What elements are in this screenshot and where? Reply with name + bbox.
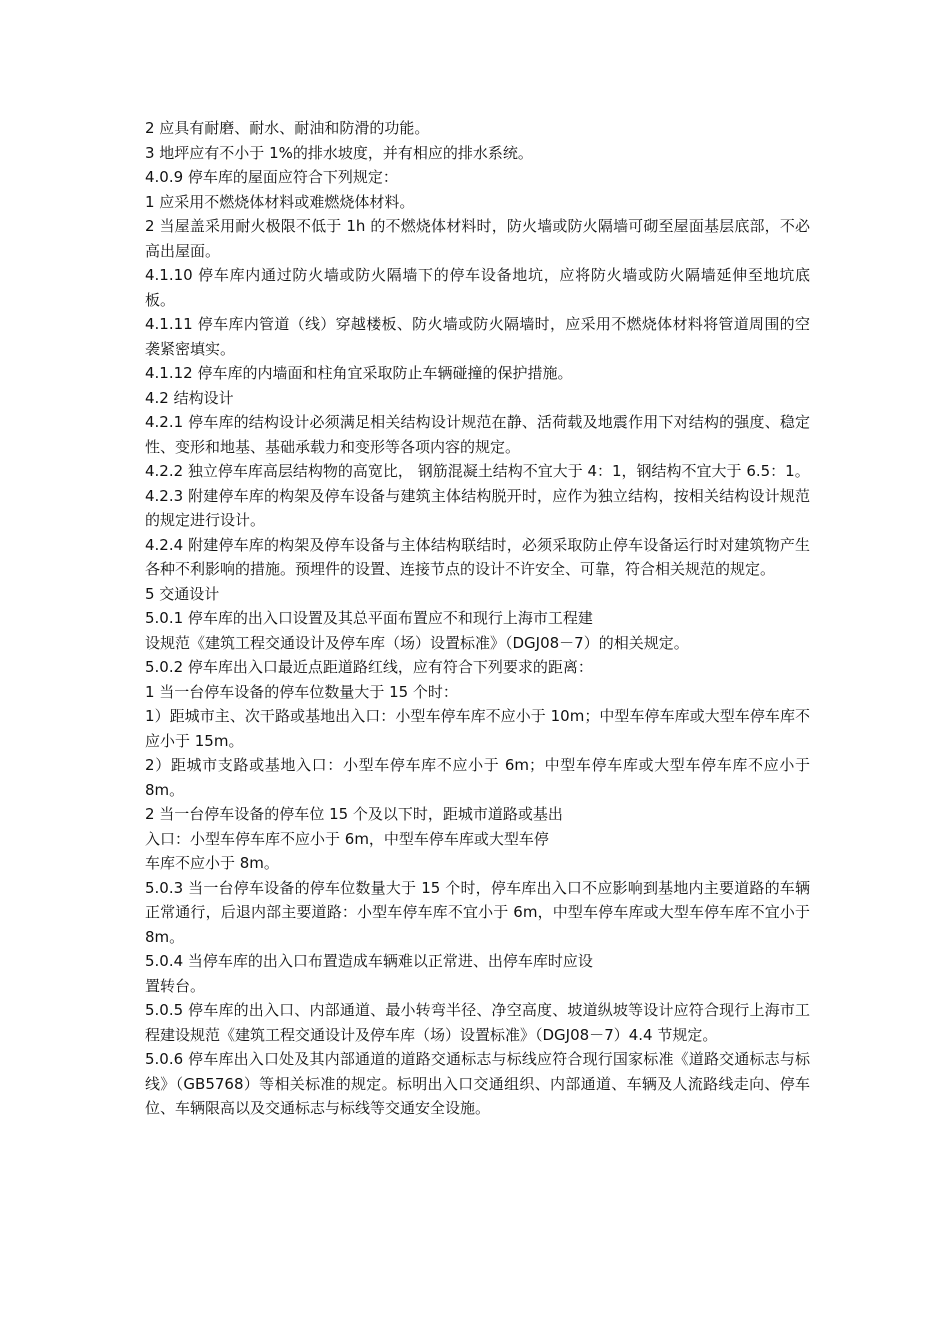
clause-5-0-4-line-1: 5.0.4 当停车库的出入口布置造成车辆难以正常进、出停车库时应设 [145,952,593,970]
clause-4-2-3: 4.2.3 附建停车库的构架及停车设备与建筑主体结构脱开时，应作为独立结构，按相关结构设计规范的规定进行设计。 [145,486,810,529]
clause-4-1-12: 4.1.12 停车库的内墙面和柱角宜采取防止车辆碰撞的保护措施。 [145,364,573,382]
paragraph-2-roof-firewall: 2 当屋盖采用耐火极限不低于 1h 的不燃烧体材料时，防火墙或防火隔墙可砌至屋面基层底部，不必高出屋面。 [145,217,810,260]
clause-5-0-4-line-2: 置转台。 [145,976,206,995]
clause-4-1-10: 4.1.10 停车库内通过防火墙或防火隔墙下的停车设备地坑，应将防火墙或防火隔墙延伸至地坑底板。 [145,266,810,309]
section-heading-4-2: 4.2 结构设计 [145,388,234,407]
clause-4-2-4: 4.2.4 附建停车库的构架及停车设备与主体结构联结时，必须采取防止停车设备运行时对建筑物产生各种不利影响的措施。预埋件的设置、连接节点的设计不许安全、可靠，符合相关规范的规定。 [145,535,810,578]
clause-4-2-1: 4.2.1 停车库的结构设计必须满足相关结构设计规范在静、活荷载及地震作用下对结构的强度、稳定性、变形和地基、基础承载力和变形等各项内容的规定。 [145,413,810,456]
paragraph-2-wear-resistant: 2 应具有耐磨、耐水、耐油和防滑的功能。 [145,119,430,137]
item-2-branch-road-distance: 2）距城市支路或基地入口：小型车停车库不应小于 6m；中型车停车库或大型车停车库不应小于 8m。 [145,756,810,799]
clause-5-0-2: 5.0.2 停车库出入口最近点距道路红线，应有符合下列要求的距离： [145,658,593,676]
clause-5-0-1-line-2: 设规范《建筑工程交通设计及停车库（场）设置标准》（DGJ08－7）的相关规定。 [145,633,689,652]
clause-5-0-1-line-1: 5.0.1 停车库的出入口设置及其总平面布置应不和现行上海市工程建 [145,609,593,627]
clause-5-0-6: 5.0.6 停车库出入口处及其内部通道的道路交通标志与标线应符合现行国家标准《道路交通标志与标线》（GB5768）等相关标准的规定。标明出入口交通组织、内部通道、车辆及人流路线走向、停车位、车辆限高以及交通标志与标线等交通安全设施。 [145,1050,810,1117]
section-heading-5: 5 交通设计 [145,584,220,603]
clause-4-0-9: 4.0.9 停车库的屋面应符合下列规定： [145,168,398,186]
clause-5-0-5: 5.0.5 停车库的出入口、内部通道、最小转弯半径、净空高度、坡道纵坡等设计应符合现行上海市工程建设规范《建筑工程交通设计及停车库（场）设置标准》（DGJ08－7）4.4 节规定。 [145,1001,810,1044]
paragraph-3-drainage-slope: 3 地坪应有不小于 1%的排水坡度，并有相应的排水系统。 [145,143,533,162]
document-body [145,116,810,1121]
clause-4-2-2: 4.2.2 独立停车库高层结构物的高宽比， 钢筋混凝土结构不宜大于 4：1，钢结构不宜大于 6.5：1。 [145,462,810,480]
item-1-main-road-distance: 1）距城市主、次干路或基地出入口：小型车停车库不应小于 10m；中型车停车库或大型车停车库不应小于 15m。 [145,707,810,750]
paragraph-2-under-15-line-3: 车库不应小于 8m。 [145,854,279,872]
paragraph-1-roof-material: 1 应采用不燃烧体材料或难燃烧体材料。 [145,192,415,211]
paragraph-2-under-15-line-2: 入口：小型车停车库不应小于 6m，中型车停车库或大型车停 [145,829,549,848]
paragraph-2-under-15-line-1: 2 当一台停车设备的停车位 15 个及以下时，距城市道路或基出 [145,805,563,823]
clause-4-1-11: 4.1.11 停车库内管道（线）穿越楼板、防火墙或防火隔墙时，应采用不燃烧体材料将管道周围的空袭紧密填实。 [145,315,810,358]
paragraph-1-over-15-spaces: 1 当一台停车设备的停车位数量大于 15 个时： [145,682,458,701]
clause-5-0-3: 5.0.3 当一台停车设备的停车位数量大于 15 个时，停车库出入口不应影响到基地内主要道路的车辆正常通行，后退内部主要道路：小型车停车库不宜小于 6m，中型车停车库或大型车停车库不宜小于 8m。 [145,878,810,946]
